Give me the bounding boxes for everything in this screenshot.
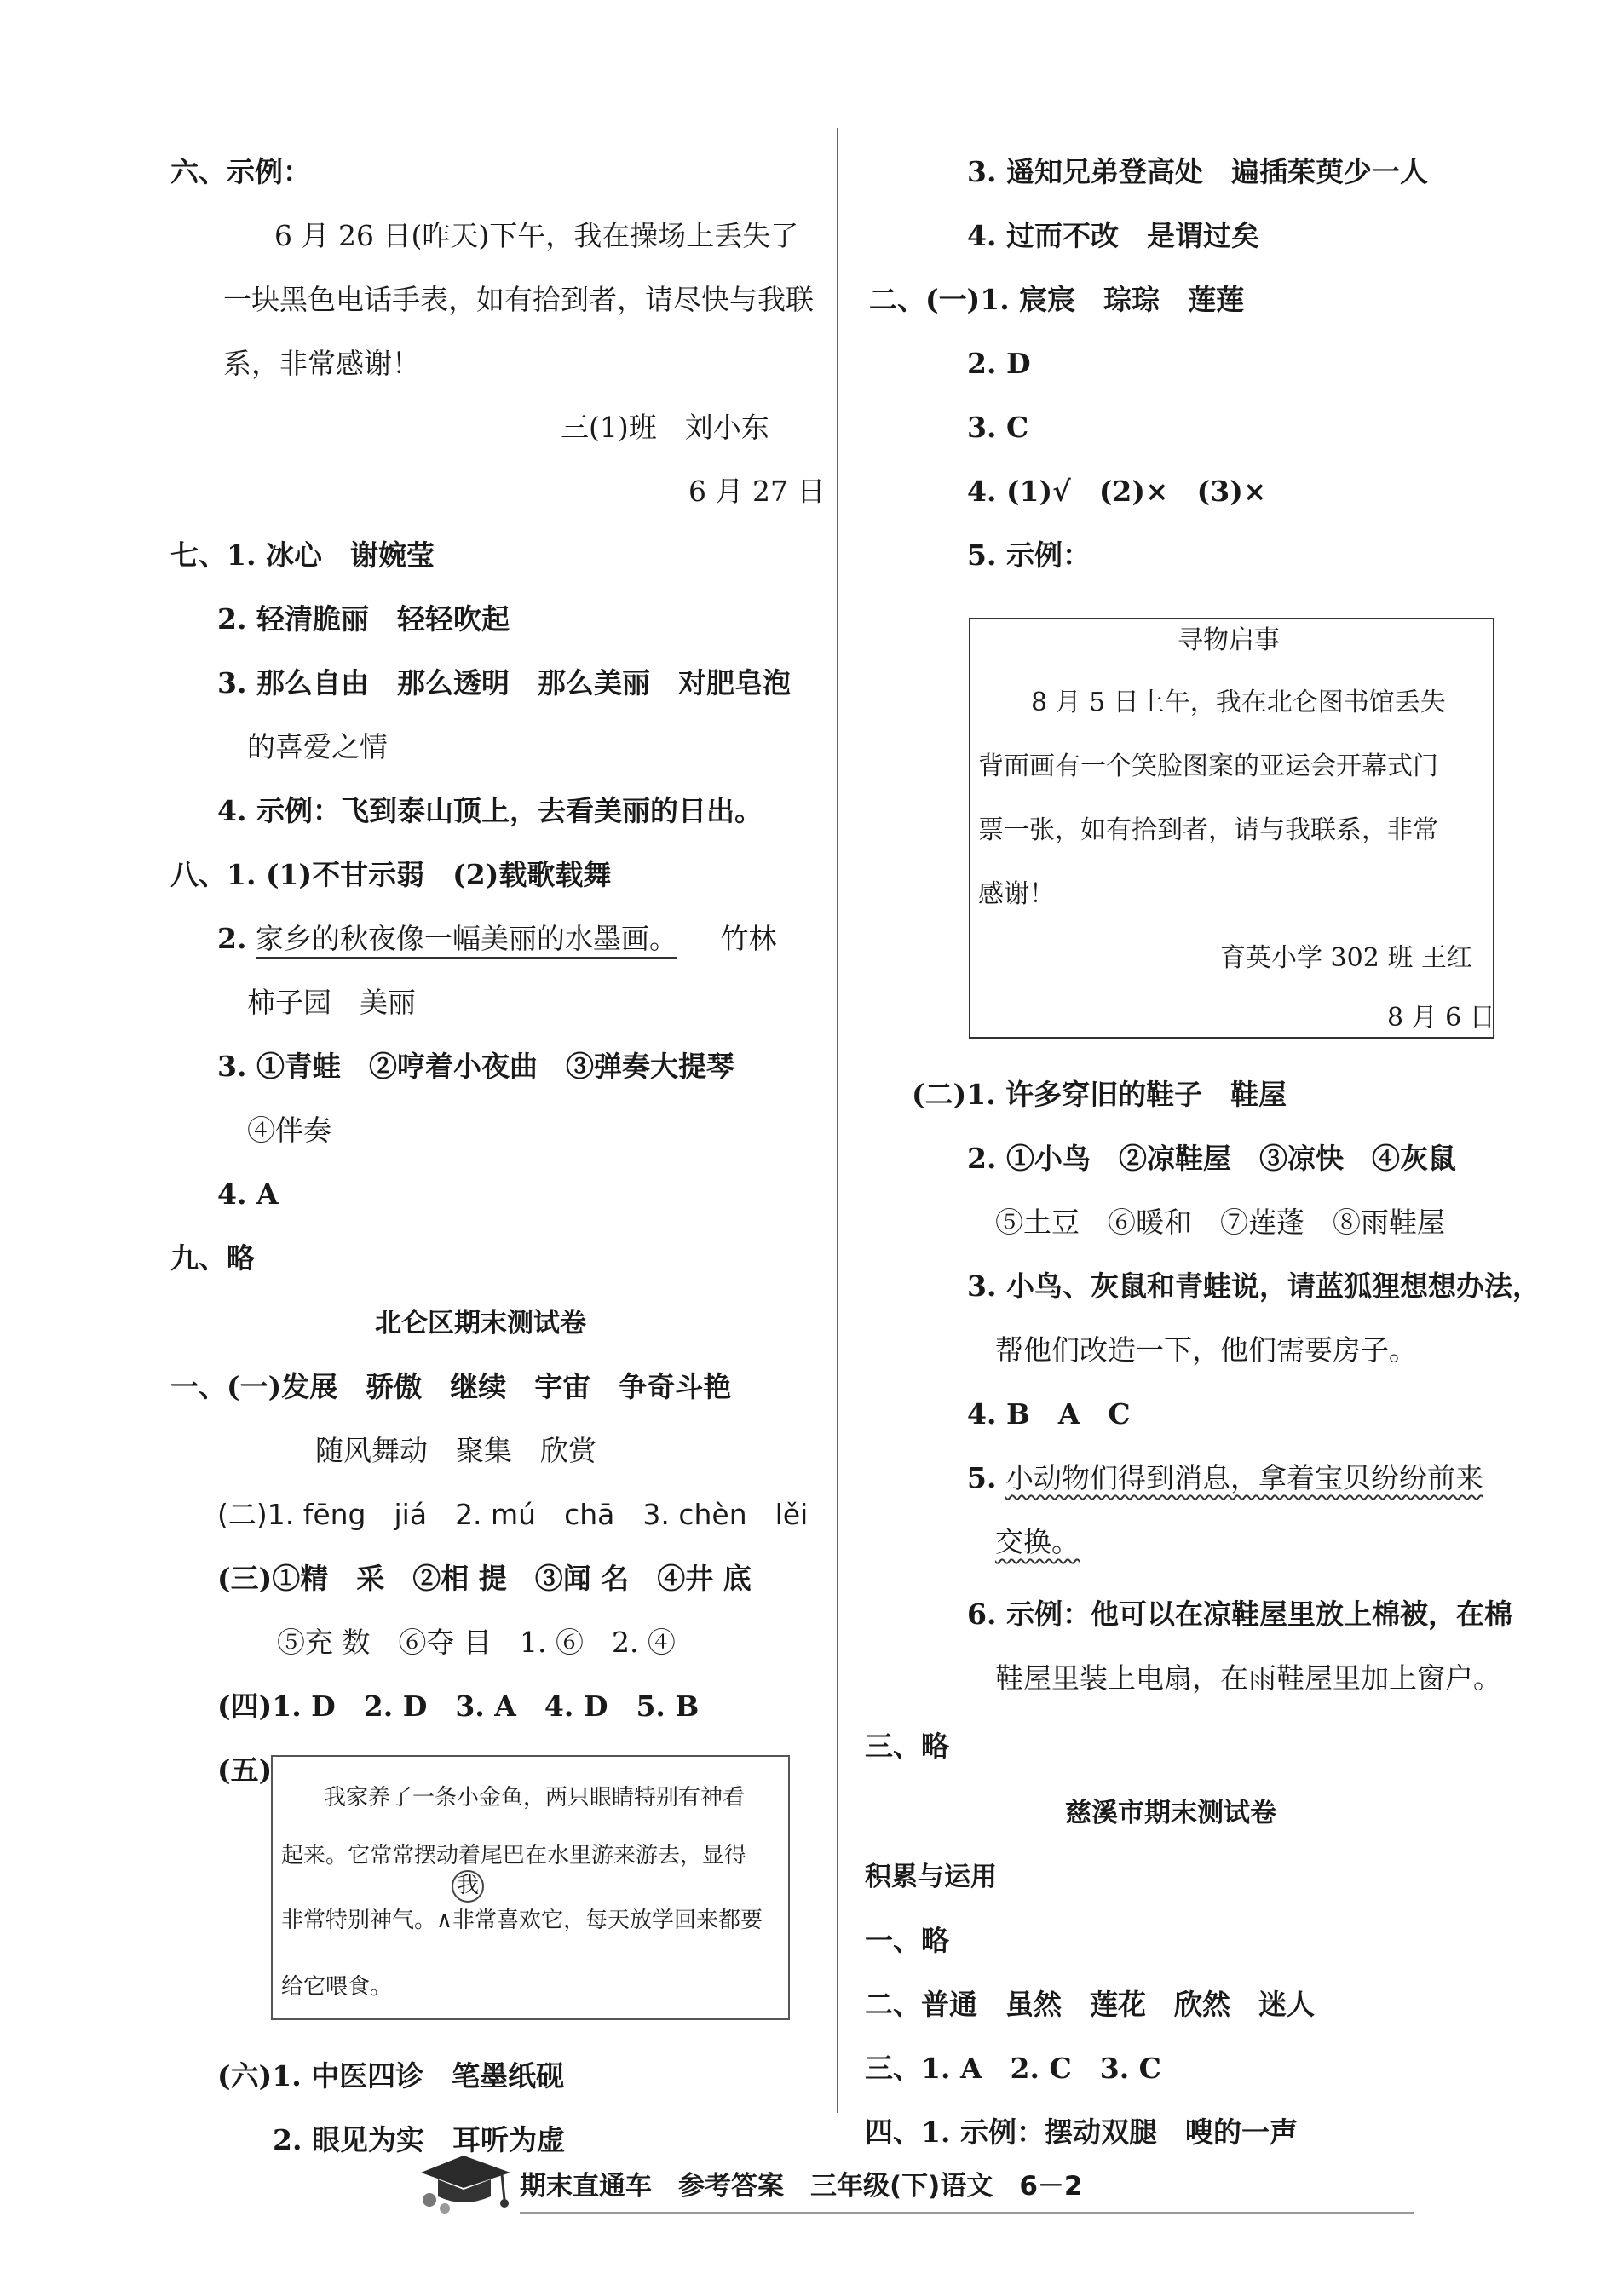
r22-item-5-num: 5.	[967, 1461, 997, 1494]
r22-item-3b: 帮他们改造一下，他们需要房子。	[995, 1333, 1417, 1367]
r22-wavy-sentence-b: 交换。	[995, 1525, 1080, 1558]
r-item-3: 3. 遥知兄弟登高处 遍插茱萸少一人	[967, 155, 1428, 188]
s7-item-3a: 3. 那么自由 那么透明 那么美丽 对肥皂泡	[217, 666, 791, 699]
r22-item-4: 4. B A C	[967, 1397, 1131, 1431]
s7-item-1: 七、1. 冰心 谢婉莹	[170, 538, 435, 572]
notice-signature: 育英小学 302 班 王红	[1220, 943, 1472, 973]
column-divider	[837, 128, 838, 2113]
notice-p1: 8 月 5 日上午，我在北仑图书馆丢失	[1031, 688, 1446, 717]
r22-item-6a: 6. 示例：他可以在凉鞋屋里放上棉被，在棉	[967, 1598, 1512, 1631]
cixi-title: 慈溪市期末测试卷	[1065, 1798, 1276, 1828]
b1-1b: 随风舞动 聚集 欣赏	[315, 1434, 596, 1467]
r2-item-5: 5. 示例：	[967, 538, 1091, 572]
s6-paragraph-3: 系，非常感谢！	[223, 347, 420, 380]
notice-date: 8 月 6 日	[1387, 1003, 1495, 1033]
notice-p4: 感谢！	[978, 879, 1055, 909]
beilun-title: 北仑区期末测试卷	[375, 1308, 586, 1338]
r2-item-2: 2. D	[967, 347, 1031, 380]
s8-item-2-num: 2.	[217, 922, 247, 955]
s6-paragraph-2: 一块黑色电话手表，如有拾到者，请尽快与我联	[223, 283, 814, 316]
notice-p3: 票一张，如有拾到者，请与我联系，非常	[978, 815, 1438, 845]
c-section-3: 三、1. A 2. C 3. C	[865, 2052, 1161, 2085]
r22-item-2b: ⑤土豆 ⑥暖和 ⑦莲蓬 ⑧雨鞋屋	[995, 1206, 1445, 1239]
box-line-1: 我家养了一条小金鱼，两只眼睛特别有神看	[324, 1785, 746, 1811]
b1-6b: 2. 眼见为实 耳听为虚	[273, 2123, 565, 2156]
section-9: 九、略	[170, 1241, 255, 1275]
s8-item-1: 八、1. (1)不甘示弱 (2)载歌载舞	[170, 858, 612, 891]
r-section-3: 三、略	[865, 1730, 949, 1763]
r22-wavy-sentence-a: 小动物们得到消息，拿着宝贝纷纷前来	[1005, 1461, 1483, 1494]
c-section-4: 四、1. 示例：摆动双腿 嗖的一声	[865, 2116, 1298, 2149]
b1-5-label: (五)	[217, 1753, 273, 1787]
footer-text: 期末直通车 参考答案 三年级(下)语文 6－2	[520, 2171, 1083, 2202]
c-section-2: 二、普通 虽然 莲花 欣然 迷人	[865, 1988, 1315, 2021]
s8-item-3b: ④伴奏	[247, 1114, 331, 1147]
r22-item-6b: 鞋屋里装上电扇，在雨鞋屋里加上窗户。	[995, 1661, 1501, 1695]
s8-item-4: 4. A	[217, 1177, 279, 1211]
b1-3a: (三)①精 采 ②相 提 ③闻 名 ④井 底	[217, 1562, 752, 1595]
notice-p2: 背面画有一个笑脸图案的亚运会开幕式门	[978, 751, 1438, 781]
box-insert-mark: 我	[452, 1870, 484, 1903]
s6-signature: 三(1)班 刘小东	[561, 411, 769, 444]
s7-item-3b: 的喜爱之情	[247, 730, 388, 763]
box-line-2: 起来。它常常摆动着尾巴在水里游来游去，显得	[281, 1843, 747, 1868]
r2-item-1: 二、(一)1. 宸宸 琮琮 莲莲	[869, 283, 1245, 316]
r22-item-2a: 2. ①小鸟 ②凉鞋屋 ③凉快 ④灰鼠	[967, 1142, 1456, 1175]
c-section-1: 一、略	[865, 1924, 949, 1957]
b1-6a: (六)1. 中医四诊 笔墨纸砚	[217, 2059, 565, 2093]
s8-item-2	[217, 922, 776, 956]
b1-4: (四)1. D 2. D 3. A 4. D 5. B	[217, 1690, 700, 1723]
r2-item-4: 4. (1)√ (2)× (3)×	[967, 475, 1267, 508]
s7-item-4: 4. 示例：飞到泰山顶上，去看美丽的日出。	[217, 794, 763, 827]
box-line-4: 给它喂食。	[281, 1974, 393, 2000]
box-line-3: 非常特别神气。∧非常喜欢它，每天放学回来都要	[281, 1908, 763, 1933]
r22-item-3a: 3. 小鸟、灰鼠和青蛙说，请蓝狐狸想想办法，	[967, 1269, 1540, 1303]
r-item-4: 4. 过而不改 是谓过矣	[967, 219, 1259, 252]
s8-underlined-sentence: 家乡的秋夜像一幅美丽的水墨画。	[256, 922, 677, 959]
notice-title: 寻物启事	[1178, 625, 1280, 655]
s8-item-2b: 柿子园 美丽	[247, 986, 416, 1019]
accumulation-heading: 积累与运用	[865, 1862, 997, 1892]
footer-rule	[520, 2212, 1414, 2214]
s6-paragraph-1: 6 月 26 日(昨天)下午，我在操场上丢失了	[274, 219, 799, 252]
r22-item-1: (二)1. 许多穿旧的鞋子 鞋屋	[912, 1078, 1287, 1111]
s8-item-2-rest: 竹林	[720, 922, 777, 955]
b1-2-pinyin: (二)1. fēng jiá 2. mú chā 3. chèn lěi	[217, 1498, 809, 1531]
s6-date: 6 月 27 日	[688, 475, 826, 508]
section-6-title: 六、示例：	[170, 155, 311, 188]
b1-3b: ⑤充 数 ⑥夺 目 1. ⑥ 2. ④	[277, 1626, 676, 1659]
b1-1a: 一、(一)发展 骄傲 继续 宇宙 争奇斗艳	[170, 1370, 732, 1403]
s7-item-2: 2. 轻清脆丽 轻轻吹起	[217, 602, 510, 636]
r2-item-3: 3. C	[967, 411, 1029, 444]
r22-item-5	[967, 1461, 1483, 1495]
s8-item-3a: 3. ①青蛙 ②哼着小夜曲 ③弹奏大提琴	[217, 1050, 734, 1083]
graduation-cap-icon	[412, 2147, 515, 2215]
